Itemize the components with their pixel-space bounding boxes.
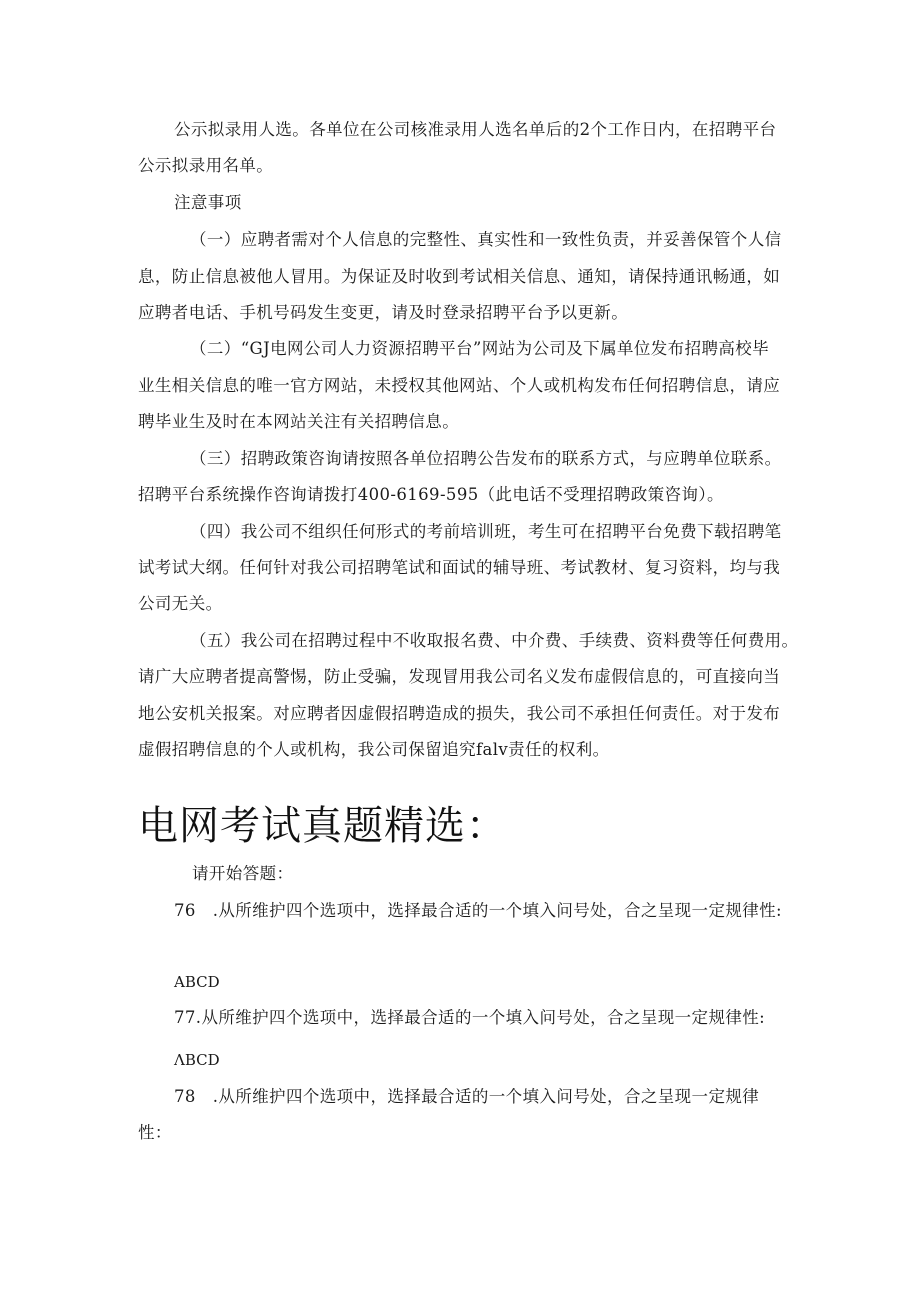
note-2-line-3: 聘毕业生及时在本网站关注有关招聘信息。 xyxy=(138,412,460,431)
note-5-line-2: 请广大应聘者提高警惕，防止受骗，发现冒用我公司名义发布虚假信息的，可直接向当 xyxy=(138,667,781,686)
note-3-line-1: （三）招聘政策咨询请按照各单位招聘公告发布的联系方式，与应聘单位联系。 xyxy=(190,449,782,468)
question-77: 77.从所维护四个选项中，选择最合适的一个填入问号处，合之呈现一定规律性: xyxy=(174,1008,766,1027)
note-5-line-3: 地公安机关报案。对应聘者因虚假招聘造成的损失，我公司不承担任何责任。对于发布 xyxy=(138,704,781,723)
note-5-line-4: 虚假招聘信息的个人或机构，我公司保留追究falv责任的权利。 xyxy=(138,740,610,759)
note-5-line-1: （五）我公司在招聘过程中不收取报名费、中介费、手续费、资料费等任何费用。 xyxy=(190,631,799,650)
question-76-options: ABCD xyxy=(174,973,220,991)
note-1-line-2: 息，防止信息被他人冒用。为保证及时收到考试相关信息、通知，请保持通讯畅通，如 xyxy=(138,267,781,286)
question-78-line-2: 性： xyxy=(138,1123,172,1142)
question-76: 76 .从所维护四个选项中，选择最合适的一个填入问号处，合之呈现一定规律性: xyxy=(174,901,782,920)
note-1-line-1: （一）应聘者需对个人信息的完整性、真实性和一致性负责，并妥善保管个人信 xyxy=(190,230,782,249)
question-77-options: ΛBCD xyxy=(174,1051,220,1069)
intro-line-1: 公示拟录用人选。各单位在公司核准录用人选名单后的2个工作日内，在招聘平台 xyxy=(174,120,777,139)
note-4-line-1: （四）我公司不组织任何形式的考前培训班，考生可在招聘平台免费下载招聘笔 xyxy=(190,522,782,541)
note-3-line-2: 招聘平台系统操作咨询请拨打400-6169-595（此电话不受理招聘政策咨询）。 xyxy=(138,485,724,504)
note-2-line-1: （二）“GJ电网公司人力资源招聘平台”网站为公司及下属单位发布招聘高校毕 xyxy=(190,339,770,358)
note-1-line-3: 应聘者电话、手机号码发生变更，请及时登录招聘平台予以更新。 xyxy=(138,303,629,322)
exam-start-prompt: 请开始答题： xyxy=(192,864,294,883)
note-4-line-3: 公司无关。 xyxy=(138,594,223,613)
question-78-line-1: 78 .从所维护四个选项中，选择最合适的一个填入问号处，合之呈现一定规律 xyxy=(174,1087,760,1106)
notes-title: 注意事项 xyxy=(174,193,242,212)
exam-heading: 电网考试真题精选： xyxy=(138,803,507,849)
note-4-line-2: 试考试大纲。任何针对我公司招聘笔试和面试的辅导班、考试教材、复习资料，均与我 xyxy=(138,558,781,577)
note-2-line-2: 业生相关信息的唯一官方网站，未授权其他网站、个人或机构发布任何招聘信息，请应 xyxy=(138,376,781,395)
intro-line-2: 公示拟录用名单。 xyxy=(138,156,274,175)
